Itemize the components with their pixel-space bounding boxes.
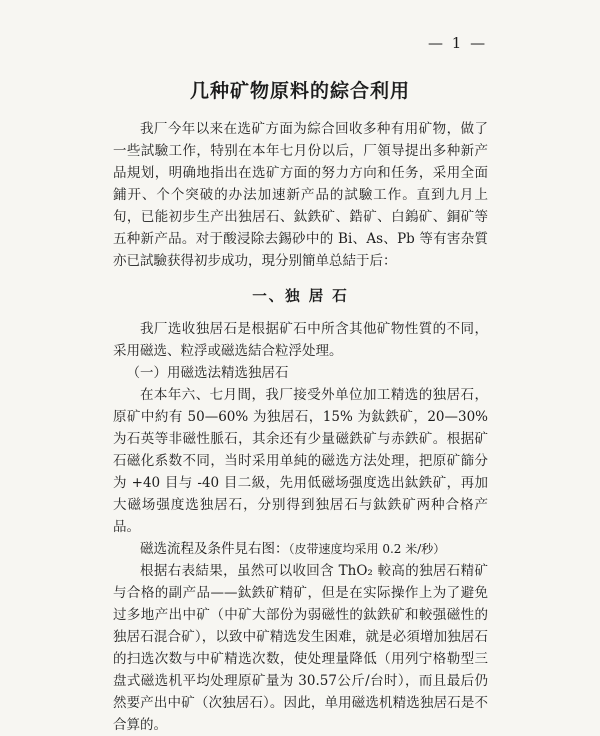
- document-body: [113, 118, 488, 736]
- results-paragraph: 根据右表結果，虽然可以收回含 ThO₂ 較高的独居石精矿与合格的副产品——鈦鉄矿精矿，但是在实际操作上为了避免过多地产出中矿（中矿大部份为弱磁性的鈦鉄矿和較强磁性的独居石混合矿），以致中矿精选发生困难，就是必須增加独居石的扫选次数与中矿精选次数，使处理量降低（用列宁格勒型三盘式磁选机平均处理原矿量为 30.57公斤/台时），而且最后仍然要产出中矿（次独居石）。因此，单用磁选机精选独居石是不合算的。: [113, 563, 488, 733]
- flow-label: 磁选流程及条件見右图：: [140, 541, 289, 557]
- flow-line: [113, 538, 488, 560]
- page-number: — 1 —: [428, 34, 488, 52]
- section-heading-monazite: 一、独 居 石: [252, 288, 349, 305]
- flow-note: （皮带速度均采用 0.2 米/秒）: [288, 542, 446, 556]
- subsection-heading-magnetic: （一）用磁选法精选独居石: [126, 365, 289, 381]
- document-title: 几种矿物原料的綜合利用: [189, 80, 410, 102]
- section-intro-paragraph: 我厂选收独居石是根据矿石中所含其他矿物性質的不同，采用磁选、粒浮或磁选結合粒浮处理。: [113, 321, 488, 359]
- intro-paragraph: 我厂今年以来在选矿方面为綜合回收多种有用矿物，做了一些試驗工作，特别在本年七月份以后，厂領导提出多种新产品規划，明确地指出在选矿方面的努力方向和任务，采用全面鋪开、个个突破的办法加速新产品的試驗工作。直到九月上旬，已能初步生产出独居石、鈦鉄矿、鋯矿、白鎢矿、銅矿等五种新产品。对于酸浸除去錫砂中的 Bi、As、Pb 等有害杂質亦已試驗获得初步成功，現分别簡单总結于后：: [113, 121, 488, 269]
- subsection-paragraph: 在本年六、七月間，我厂接受外单位加工精选的独居石，原矿中約有 50—60% 为独居石，15% 为鈦鉄矿，20—30% 为石英等非磁性脈石，其余还有少量磁鉄矿与赤鉄矿。根据矿石磁化系数不同，当时采用单純的磁选方法处理，把原矿篩分为 +40 目与 -40 目二級，先用低磁场强度选出鈦鉄矿，再加大磁场强度选独居石，分别得到独居石与鈦鉄矿两种合格产品。: [113, 387, 488, 535]
